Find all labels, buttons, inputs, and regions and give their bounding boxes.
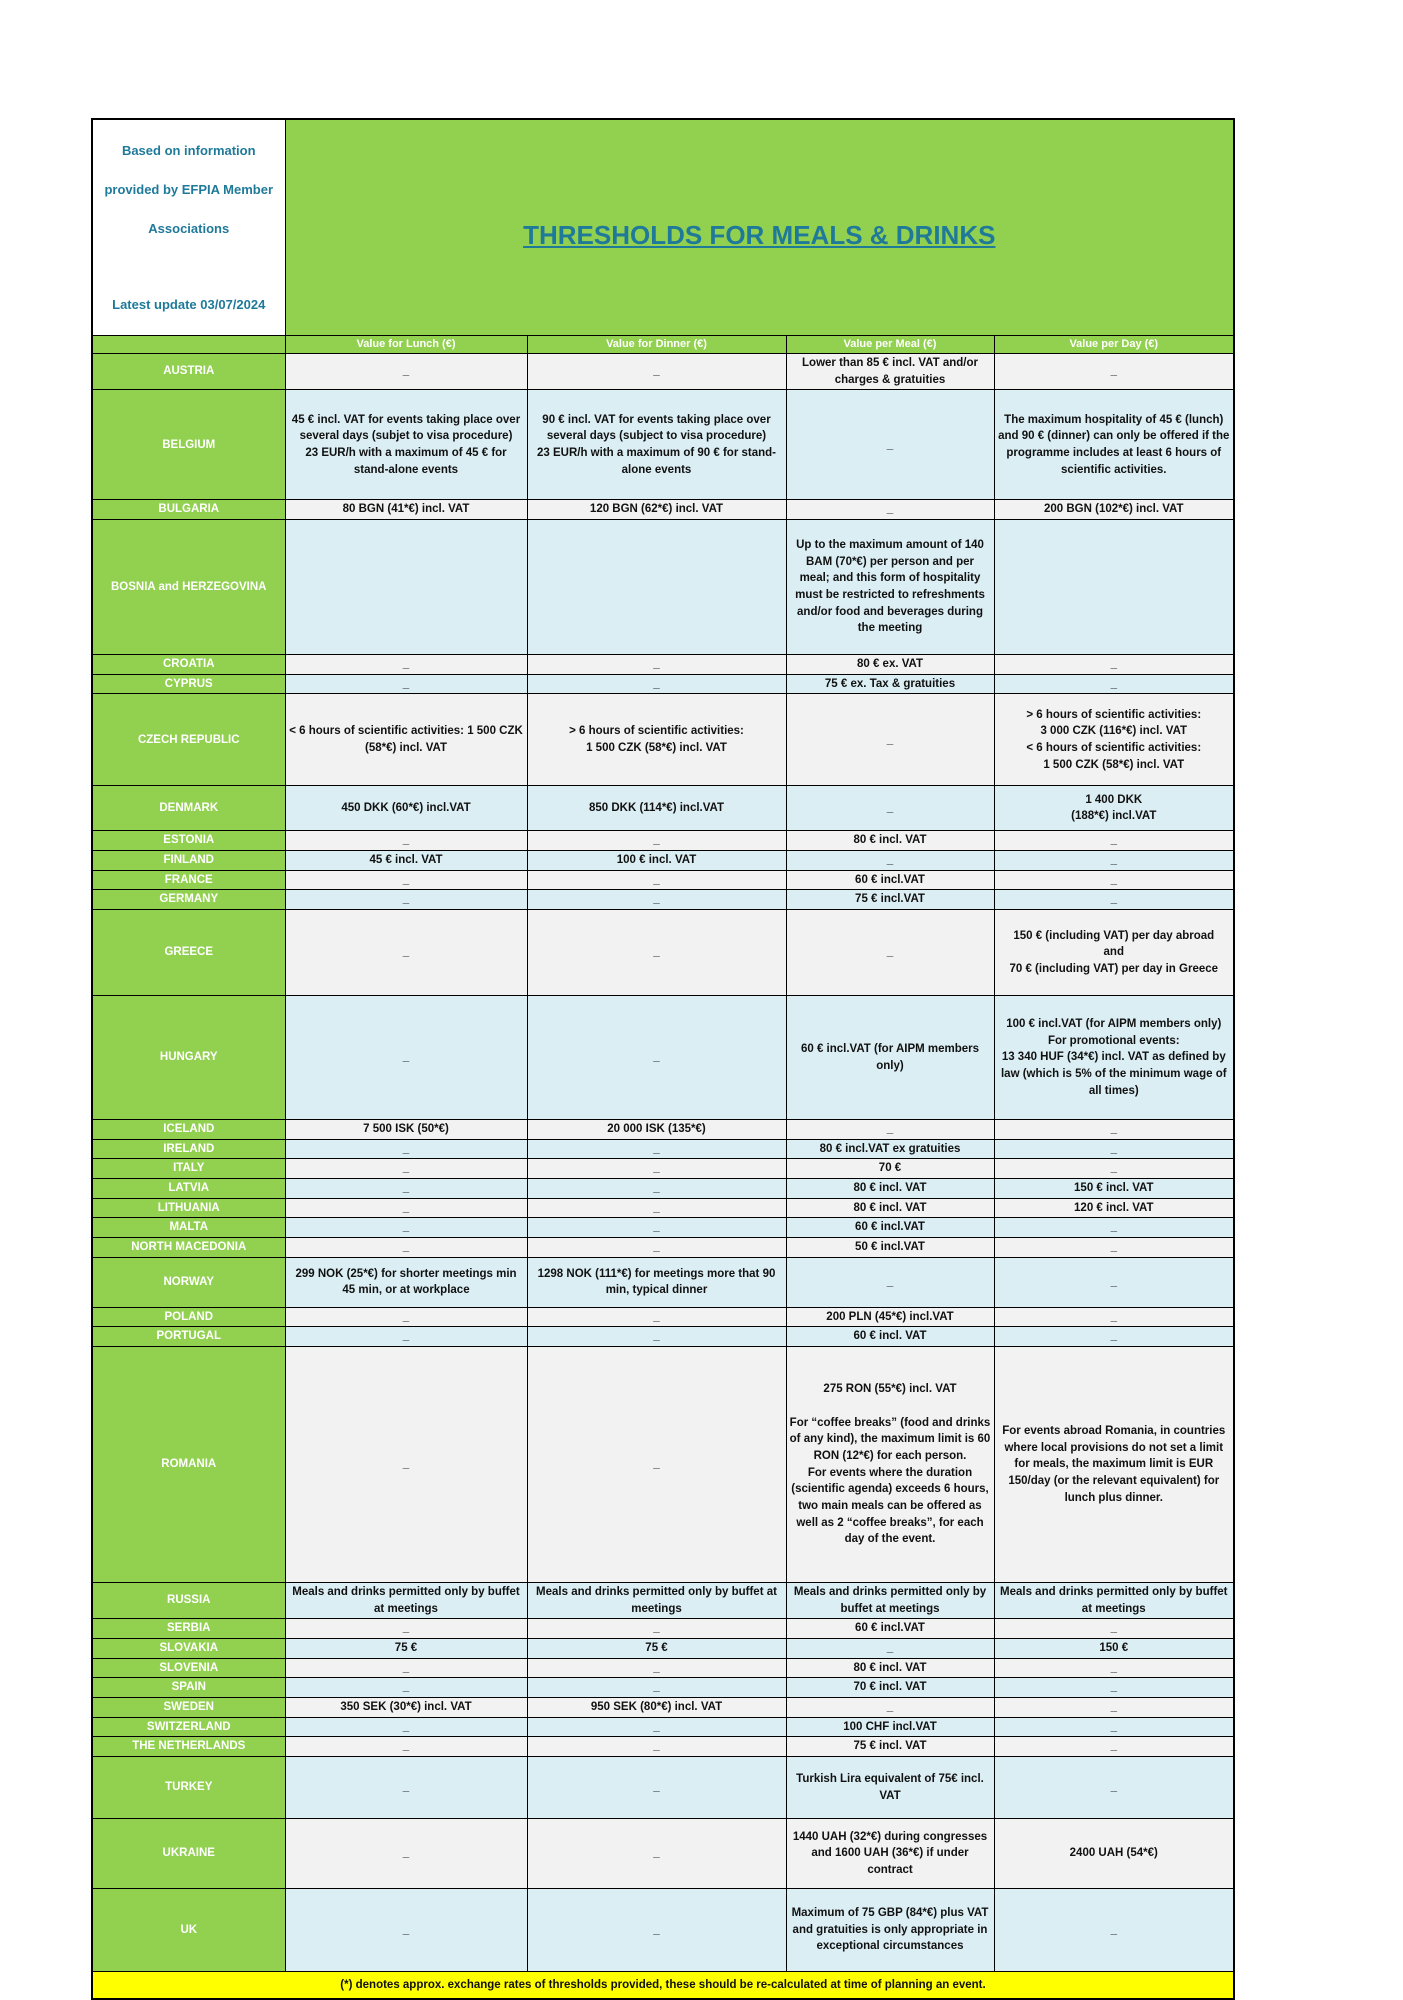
value-dinner: _ <box>527 910 786 996</box>
value-day <box>994 520 1234 655</box>
value-lunch: 80 BGN (41*€) incl. VAT <box>285 500 527 520</box>
value-day: _ <box>994 1257 1234 1307</box>
country-name: SPAIN <box>92 1678 285 1698</box>
country-name: CROATIA <box>92 655 285 675</box>
value-meal: _ <box>786 910 994 996</box>
value-dinner: _ <box>527 996 786 1120</box>
value-day: 150 € <box>994 1639 1234 1659</box>
table-row <box>92 1757 1234 1819</box>
country-name: SERBIA <box>92 1619 285 1639</box>
value-dinner: _ <box>527 1218 786 1238</box>
table-row <box>92 1218 1234 1238</box>
table-row <box>92 1619 1234 1639</box>
value-dinner: _ <box>527 1619 786 1639</box>
value-lunch: _ <box>285 890 527 910</box>
value-lunch: _ <box>285 1658 527 1678</box>
table-row <box>92 1307 1234 1327</box>
table-row <box>92 1717 1234 1737</box>
value-day: _ <box>994 674 1234 694</box>
country-name: CZECH REPUBLIC <box>92 694 285 786</box>
value-meal: Lower than 85 € incl. VAT and/or charges & gratuities <box>786 354 994 390</box>
value-day: 1 400 DKK (188*€) incl.VAT <box>994 786 1234 831</box>
value-lunch: 75 € <box>285 1639 527 1659</box>
value-dinner: _ <box>527 890 786 910</box>
value-meal: _ <box>786 786 994 831</box>
value-day: _ <box>994 1658 1234 1678</box>
title-cell <box>285 119 1234 336</box>
table-row <box>92 870 1234 890</box>
value-meal: 60 € incl.VAT <box>786 870 994 890</box>
country-name: UKRAINE <box>92 1819 285 1889</box>
value-day: _ <box>994 1307 1234 1327</box>
table-row <box>92 674 1234 694</box>
value-lunch: _ <box>285 870 527 890</box>
value-meal: _ <box>786 1120 994 1140</box>
value-meal: Up to the maximum amount of 140 BAM (70*€) per person and per meal; and this form of hospitality must be restricted to refreshments and/or food and beverages during the meeting <box>786 520 994 655</box>
value-lunch: _ <box>285 1327 527 1347</box>
value-day: _ <box>994 1238 1234 1258</box>
header-blank <box>92 336 285 354</box>
value-lunch: _ <box>285 1678 527 1698</box>
latest-update: Latest update 03/07/2024 <box>112 297 266 312</box>
value-lunch: _ <box>285 1717 527 1737</box>
column-header-day: Value per Day (€) <box>994 336 1234 354</box>
value-lunch: Meals and drinks permitted only by buffet at meetings <box>285 1583 527 1619</box>
value-lunch: _ <box>285 1139 527 1159</box>
table-row <box>92 1639 1234 1659</box>
table-row <box>92 890 1234 910</box>
value-day: 150 € (including VAT) per day abroad and 70 € (including VAT) per day in Greece <box>994 910 1234 996</box>
table-row <box>92 1737 1234 1757</box>
table-row <box>92 831 1234 851</box>
info-line: Associations <box>148 220 230 236</box>
value-lunch: _ <box>285 1347 527 1583</box>
value-meal: Turkish Lira equivalent of 75€ incl. VAT <box>786 1757 994 1819</box>
value-dinner: _ <box>527 1717 786 1737</box>
value-day: > 6 hours of scientific activities: 3 000 CZK (116*€) incl. VAT < 6 hours of scientific activities: 1 500 CZK (58*€) incl. VAT <box>994 694 1234 786</box>
column-header-meal: Value per Meal (€) <box>786 336 994 354</box>
value-dinner: 20 000 ISK (135*€) <box>527 1120 786 1140</box>
table-row <box>92 1819 1234 1889</box>
value-day: For events abroad Romania, in countries where local provisions do not set a limit for meals, the maximum limit is EUR 150/day (or the relevant equivalent) for lunch plus dinner. <box>994 1347 1234 1583</box>
value-lunch: 450 DKK (60*€) incl.VAT <box>285 786 527 831</box>
value-dinner: _ <box>527 1139 786 1159</box>
value-meal: 80 € ex. VAT <box>786 655 994 675</box>
country-name: SLOVAKIA <box>92 1639 285 1659</box>
value-lunch: 299 NOK (25*€) for shorter meetings min 45 min, or at workplace <box>285 1257 527 1307</box>
value-dinner: _ <box>527 1307 786 1327</box>
country-name: BULGARIA <box>92 500 285 520</box>
value-meal: Meals and drinks permitted only by buffet at meetings <box>786 1583 994 1619</box>
value-dinner: _ <box>527 1658 786 1678</box>
value-dinner: 950 SEK (80*€) incl. VAT <box>527 1698 786 1718</box>
value-dinner: _ <box>527 1198 786 1218</box>
value-day: 100 € incl.VAT (for AIPM members only) For promotional events: 13 340 HUF (34*€) incl. VAT as defined by law (which is 5% of the minimum wage of all times) <box>994 996 1234 1120</box>
info-line: Based on information <box>121 142 256 158</box>
table-row <box>92 1889 1234 1972</box>
value-day: _ <box>994 1327 1234 1347</box>
country-name: RUSSIA <box>92 1583 285 1619</box>
value-dinner: _ <box>527 870 786 890</box>
value-lunch: 7 500 ISK (50*€) <box>285 1120 527 1140</box>
value-meal: 80 € incl. VAT <box>786 1198 994 1218</box>
value-dinner: _ <box>527 831 786 851</box>
table-row <box>92 1139 1234 1159</box>
table-row <box>92 1120 1234 1140</box>
value-lunch: _ <box>285 674 527 694</box>
value-day: _ <box>994 1698 1234 1718</box>
value-dinner: 1298 NOK (111*€) for meetings more that 90 min, typical dinner <box>527 1257 786 1307</box>
value-meal: _ <box>786 390 994 500</box>
value-day: The maximum hospitality of 45 € (lunch) and 90 € (dinner) can only be offered if the programme includes at least 6 hours of scientific activities. <box>994 390 1234 500</box>
footnote-row <box>92 1972 1234 2000</box>
table-row <box>92 694 1234 786</box>
table-row <box>92 1583 1234 1619</box>
value-dinner: _ <box>527 1327 786 1347</box>
value-meal: 1440 UAH (32*€) during congresses and 1600 UAH (36*€) if under contract <box>786 1819 994 1889</box>
table-row <box>92 996 1234 1120</box>
value-lunch: _ <box>285 1307 527 1327</box>
country-name: GERMANY <box>92 890 285 910</box>
value-day: _ <box>994 1737 1234 1757</box>
value-meal: 80 € incl. VAT <box>786 831 994 851</box>
value-lunch: _ <box>285 655 527 675</box>
value-day: 200 BGN (102*€) incl. VAT <box>994 500 1234 520</box>
country-name: ROMANIA <box>92 1347 285 1583</box>
value-lunch: _ <box>285 1757 527 1819</box>
value-dinner: _ <box>527 1889 786 1972</box>
country-name: SLOVENIA <box>92 1658 285 1678</box>
value-day: _ <box>994 1159 1234 1179</box>
table-row <box>92 1698 1234 1718</box>
value-day: _ <box>994 890 1234 910</box>
value-day: _ <box>994 1889 1234 1972</box>
info-line: provided by EFPIA Member <box>104 181 274 197</box>
country-name: DENMARK <box>92 786 285 831</box>
value-lunch: _ <box>285 1819 527 1889</box>
country-name: PORTUGAL <box>92 1327 285 1347</box>
value-dinner: 120 BGN (62*€) incl. VAT <box>527 500 786 520</box>
value-meal: 70 € <box>786 1159 994 1179</box>
table-row <box>92 500 1234 520</box>
value-meal: 75 € incl.VAT <box>786 890 994 910</box>
value-lunch: _ <box>285 831 527 851</box>
value-meal: Maximum of 75 GBP (84*€) plus VAT and gratuities is only appropriate in exceptional circumstances <box>786 1889 994 1972</box>
country-name: HUNGARY <box>92 996 285 1120</box>
country-name: BELGIUM <box>92 390 285 500</box>
info-line <box>96 258 282 276</box>
value-day: _ <box>994 1678 1234 1698</box>
value-lunch: _ <box>285 1218 527 1238</box>
value-meal: 100 CHF incl.VAT <box>786 1717 994 1737</box>
value-dinner: 850 DKK (114*€) incl.VAT <box>527 786 786 831</box>
value-day: _ <box>994 851 1234 871</box>
table-row <box>92 520 1234 655</box>
value-day: _ <box>994 655 1234 675</box>
value-dinner: _ <box>527 1159 786 1179</box>
value-meal: _ <box>786 1257 994 1307</box>
country-name: UK <box>92 1889 285 1972</box>
value-lunch: _ <box>285 910 527 996</box>
value-lunch: _ <box>285 1159 527 1179</box>
value-lunch: 45 € incl. VAT <box>285 851 527 871</box>
table-row <box>92 786 1234 831</box>
value-dinner: _ <box>527 674 786 694</box>
value-lunch: _ <box>285 1619 527 1639</box>
country-name: SWEDEN <box>92 1698 285 1718</box>
value-dinner: _ <box>527 1347 786 1583</box>
value-dinner: > 6 hours of scientific activities: 1 500 CZK (58*€) incl. VAT <box>527 694 786 786</box>
value-day: Meals and drinks permitted only by buffet at meetings <box>994 1583 1234 1619</box>
country-name: THE NETHERLANDS <box>92 1737 285 1757</box>
value-lunch: < 6 hours of scientific activities: 1 500 CZK (58*€) incl. VAT <box>285 694 527 786</box>
value-meal: 80 € incl. VAT <box>786 1179 994 1199</box>
country-name: MALTA <box>92 1218 285 1238</box>
value-meal: _ <box>786 694 994 786</box>
value-day: _ <box>994 354 1234 390</box>
value-meal: 75 € incl. VAT <box>786 1737 994 1757</box>
table-row <box>92 1658 1234 1678</box>
country-name: NORWAY <box>92 1257 285 1307</box>
country-name: FINLAND <box>92 851 285 871</box>
column-header-lunch: Value for Lunch (€) <box>285 336 527 354</box>
value-day: _ <box>994 1717 1234 1737</box>
table-row <box>92 1327 1234 1347</box>
value-meal: 80 € incl.VAT ex gratuities <box>786 1139 994 1159</box>
value-meal: 70 € incl. VAT <box>786 1678 994 1698</box>
value-meal: _ <box>786 1639 994 1659</box>
value-dinner: _ <box>527 1737 786 1757</box>
value-meal: 80 € incl. VAT <box>786 1658 994 1678</box>
value-dinner: _ <box>527 354 786 390</box>
value-meal: _ <box>786 1698 994 1718</box>
country-name: IRELAND <box>92 1139 285 1159</box>
country-name: SWITZERLAND <box>92 1717 285 1737</box>
footnote: (*) denotes approx. exchange rates of thresholds provided, these should be re-calculated at time of planning an event. <box>92 1972 1234 2000</box>
value-day: 120 € incl. VAT <box>994 1198 1234 1218</box>
country-name: ICELAND <box>92 1120 285 1140</box>
value-dinner: _ <box>527 1238 786 1258</box>
table-row <box>92 1238 1234 1258</box>
country-name: FRANCE <box>92 870 285 890</box>
value-meal: 200 PLN (45*€) incl.VAT <box>786 1307 994 1327</box>
value-meal: 60 € incl.VAT <box>786 1619 994 1639</box>
country-name: GREECE <box>92 910 285 996</box>
value-day: _ <box>994 1139 1234 1159</box>
page-title: THRESHOLDS FOR MEALS & DRINKS <box>523 219 996 250</box>
table-row <box>92 1347 1234 1583</box>
value-dinner: 90 € incl. VAT for events taking place over several days (subject to visa procedure) 23 EUR/h with a maximum of 90 € for stand-alone events <box>527 390 786 500</box>
table-row <box>92 655 1234 675</box>
table-row <box>92 1198 1234 1218</box>
value-lunch: _ <box>285 1238 527 1258</box>
value-meal: 275 RON (55*€) incl. VAT For “coffee breaks” (food and drinks of any kind), the maximum limit is 60 RON (12*€) for each person. For events where the duration (scientific agenda) exceeds 6 hours, two main meals can be offered as well as 2 “coffee breaks”, for each day of the event. <box>786 1347 994 1583</box>
country-name: BOSNIA and HERZEGOVINA <box>92 520 285 655</box>
value-dinner: _ <box>527 1757 786 1819</box>
country-name: POLAND <box>92 1307 285 1327</box>
table-row <box>92 354 1234 390</box>
value-day: _ <box>994 831 1234 851</box>
value-dinner: _ <box>527 1678 786 1698</box>
value-day: 2400 UAH (54*€) <box>994 1819 1234 1889</box>
value-dinner: 75 € <box>527 1639 786 1659</box>
value-meal: 60 € incl.VAT (for AIPM members only) <box>786 996 994 1120</box>
country-name: AUSTRIA <box>92 354 285 390</box>
value-meal: 60 € incl.VAT <box>786 1218 994 1238</box>
value-day: 150 € incl. VAT <box>994 1179 1234 1199</box>
table-row <box>92 1159 1234 1179</box>
value-meal: _ <box>786 851 994 871</box>
table-row <box>92 1257 1234 1307</box>
value-lunch: _ <box>285 1198 527 1218</box>
value-lunch: 350 SEK (30*€) incl. VAT <box>285 1698 527 1718</box>
value-dinner: _ <box>527 1819 786 1889</box>
value-day: _ <box>994 870 1234 890</box>
table-row <box>92 1179 1234 1199</box>
country-name: ESTONIA <box>92 831 285 851</box>
country-name: LITHUANIA <box>92 1198 285 1218</box>
table-row <box>92 1678 1234 1698</box>
value-lunch: _ <box>285 996 527 1120</box>
thresholds-table <box>91 118 1235 2000</box>
value-lunch: _ <box>285 354 527 390</box>
value-lunch: _ <box>285 1889 527 1972</box>
value-lunch: 45 € incl. VAT for events taking place over several days (subjet to visa procedure) 23 EUR/h with a maximum of 45 € for stand-alone events <box>285 390 527 500</box>
country-name: LATVIA <box>92 1179 285 1199</box>
value-meal: 75 € ex. Tax & gratuities <box>786 674 994 694</box>
value-lunch: _ <box>285 1179 527 1199</box>
value-meal: 60 € incl. VAT <box>786 1327 994 1347</box>
value-dinner: _ <box>527 1179 786 1199</box>
table-row <box>92 851 1234 871</box>
value-dinner <box>527 520 786 655</box>
value-day: _ <box>994 1218 1234 1238</box>
value-dinner: _ <box>527 655 786 675</box>
value-lunch: _ <box>285 1737 527 1757</box>
country-name: TURKEY <box>92 1757 285 1819</box>
country-name: ITALY <box>92 1159 285 1179</box>
source-info <box>92 119 285 336</box>
table-row <box>92 910 1234 996</box>
country-name: NORTH MACEDONIA <box>92 1238 285 1258</box>
column-header-dinner: Value for Dinner (€) <box>527 336 786 354</box>
value-dinner: Meals and drinks permitted only by buffet at meetings <box>527 1583 786 1619</box>
value-day: _ <box>994 1619 1234 1639</box>
value-lunch <box>285 520 527 655</box>
value-meal: _ <box>786 500 994 520</box>
country-name: CYPRUS <box>92 674 285 694</box>
table-row <box>92 390 1234 500</box>
value-meal: 50 € incl.VAT <box>786 1238 994 1258</box>
value-dinner: 100 € incl. VAT <box>527 851 786 871</box>
value-day: _ <box>994 1757 1234 1819</box>
value-day: _ <box>994 1120 1234 1140</box>
